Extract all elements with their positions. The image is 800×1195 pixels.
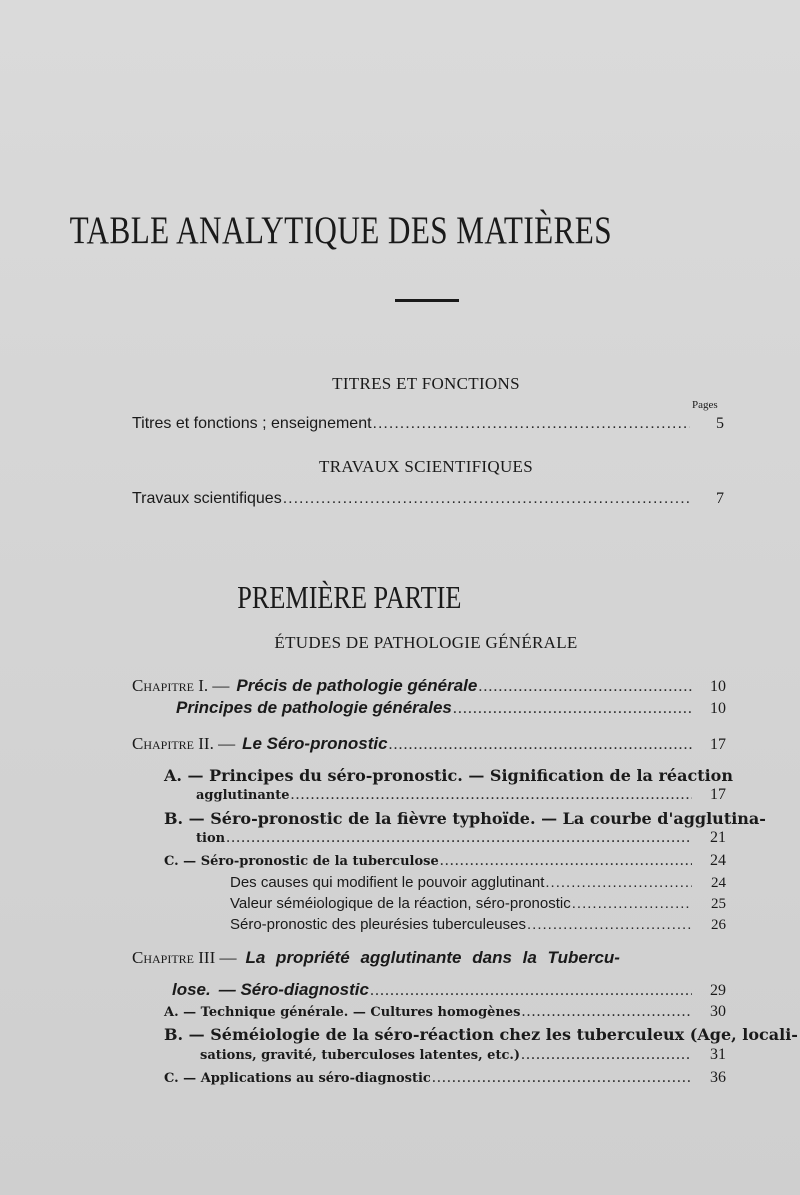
title-rule xyxy=(395,299,459,302)
pages-column-label: Pages xyxy=(692,399,718,411)
toc-entry-page: 7 xyxy=(716,490,724,507)
subsection-line: B. — Séro-pronostic de la fièvre typhoïde. — La courbe d'agglutina- xyxy=(164,809,766,828)
toc-entry-page: 5 xyxy=(716,415,724,432)
part-title: PREMIÈRE PARTIE xyxy=(237,579,462,615)
chapter-page: 29 xyxy=(710,982,726,999)
subsection-text: sations, gravité, tuberculoses latentes, etc.) xyxy=(200,1048,521,1063)
subsection-text: C. — Séro-pronostic de la tuberculose xyxy=(164,854,439,869)
subsection-entry xyxy=(200,1046,726,1064)
item-entry xyxy=(230,874,726,892)
subsection-page: 17 xyxy=(710,786,726,803)
dot-leader xyxy=(370,982,692,1000)
chapter-label: Chapitre III — xyxy=(132,948,237,967)
subsection-page: 31 xyxy=(710,1046,726,1063)
subsection-text: A. — Technique générale. — Cultures homogènes xyxy=(164,1005,521,1020)
dot-leader xyxy=(545,874,692,891)
dot-leader xyxy=(453,700,692,718)
chapter-entry xyxy=(132,676,726,696)
subsection-page: 21 xyxy=(710,829,726,846)
dot-leader xyxy=(440,852,692,870)
dot-leader xyxy=(291,786,692,804)
subsection-text: C. — Applications au séro-diagnostic xyxy=(164,1071,431,1086)
subsection-page: 36 xyxy=(710,1069,726,1086)
item-page: 24 xyxy=(711,875,726,891)
toc-entry xyxy=(132,490,724,508)
item-entry xyxy=(230,916,726,934)
subsection-page: 24 xyxy=(710,852,726,869)
toc-entry-text: Titres et fonctions ; enseignement xyxy=(132,415,372,432)
subsection-page: 30 xyxy=(710,1003,726,1020)
item-text: Valeur séméiologique de la réaction, séro-pronostic xyxy=(230,895,571,912)
dot-leader xyxy=(373,415,690,433)
chapter-label: Chapitre I. — xyxy=(132,676,230,695)
chapter-label: Chapitre II. — xyxy=(132,734,236,753)
part-subtitle: ÉTUDES DE PATHOLOGIE GÉNÉRALE xyxy=(274,633,578,652)
item-text: Séro-pronostic des pleurésies tuberculeuses xyxy=(230,916,526,933)
chapter-title: Précis de pathologie générale xyxy=(236,676,478,695)
subsection-text: agglutinante xyxy=(196,788,290,803)
dot-leader xyxy=(226,829,692,847)
dot-leader xyxy=(572,895,692,912)
section-heading-titres: TITRES ET FONCTIONS xyxy=(332,374,520,393)
subsection-text: tion xyxy=(196,831,226,846)
item-page: 26 xyxy=(711,917,726,933)
subsection-entry xyxy=(196,786,726,804)
chapter-page: 17 xyxy=(710,736,726,753)
chapter-title-cont: lose. xyxy=(172,980,211,999)
dot-leader xyxy=(521,1003,692,1021)
subsection-entry xyxy=(196,829,726,847)
subentry-page: 10 xyxy=(710,700,726,717)
subsection-line: A. — Principes du séro-pronostic. — Signification de la réaction xyxy=(164,766,733,785)
chapter-page: 10 xyxy=(710,678,726,695)
dot-leader xyxy=(283,490,690,508)
chapter-title: Le Séro-pronostic xyxy=(242,734,388,753)
dot-leader xyxy=(521,1046,692,1064)
dot-leader xyxy=(527,916,692,933)
item-entry xyxy=(230,895,726,913)
chapter-entry xyxy=(172,980,726,1000)
dot-leader xyxy=(389,736,692,754)
chapter-title: La propriété agglutinante dans la Tubercu- xyxy=(245,948,620,967)
chapter-heading-line xyxy=(132,948,726,968)
subsection-entry xyxy=(164,1003,726,1021)
toc-entry xyxy=(132,415,724,433)
chapter-title-cont: — Séro-diagnostic xyxy=(218,980,369,999)
subentry-title: Principes de pathologie générales xyxy=(176,698,452,717)
chapter-subentry xyxy=(176,698,726,718)
dot-leader xyxy=(432,1069,692,1087)
chapter-entry xyxy=(132,734,726,754)
section-heading-travaux: TRAVAUX SCIENTIFIQUES xyxy=(319,457,533,476)
toc-entry-text: Travaux scientifiques xyxy=(132,490,282,507)
subsection-line: B. — Séméiologie de la séro-réaction chez les tuberculeux (Age, locali- xyxy=(164,1025,798,1044)
item-page: 25 xyxy=(711,896,726,912)
subsection-entry xyxy=(164,852,726,870)
page-title: TABLE ANALYTIQUE DES MATIÈRES xyxy=(69,209,612,252)
dot-leader xyxy=(478,678,692,696)
subsection-entry xyxy=(164,1069,726,1087)
item-text: Des causes qui modifient le pouvoir agglutinant xyxy=(230,874,545,891)
